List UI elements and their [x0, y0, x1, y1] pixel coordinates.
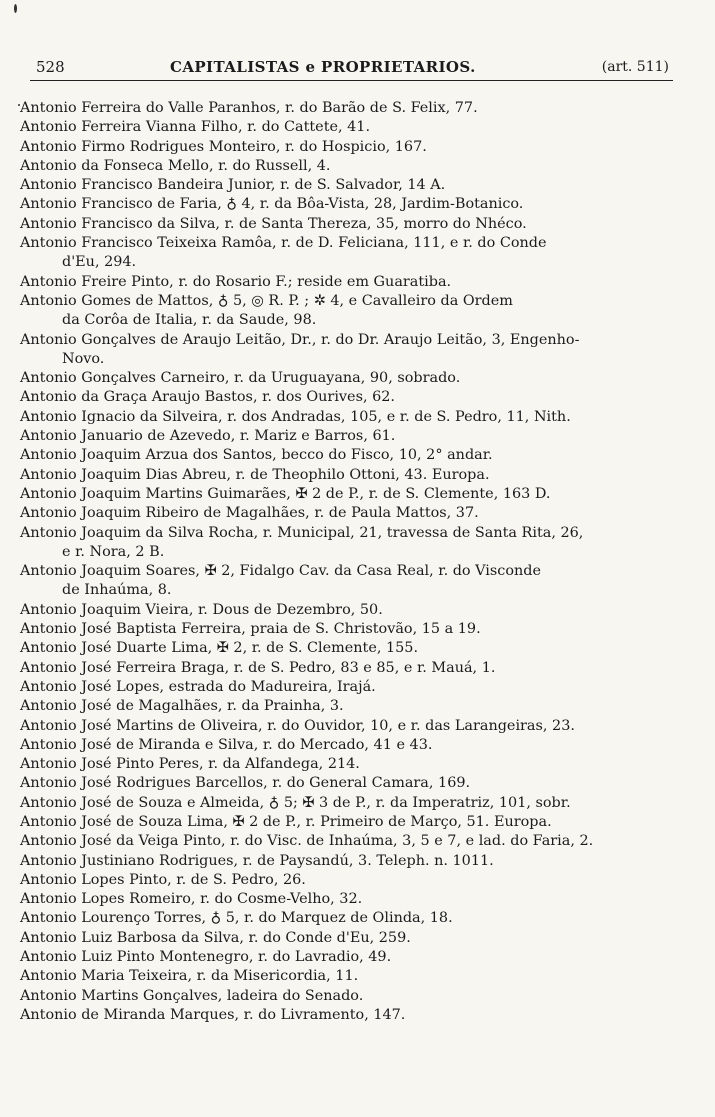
- directory-entry: [20, 601, 670, 620]
- entry-line: Antonio José Baptista Ferreira, praia de S. Christovão, 15 a 19.: [20, 621, 481, 638]
- directory-entry: [20, 987, 670, 1006]
- entry-line: Antonio Joaquim da Silva Rocha, r. Municipal, 21, travessa de Santa Rita, 26,: [20, 524, 584, 541]
- entry-line: Antonio Lopes Pinto, r. de S. Pedro, 26.: [20, 871, 306, 888]
- entry-line: Antonio Lopes Romeiro, r. do Cosme-Velho, 32.: [20, 891, 363, 908]
- directory-entry: [20, 871, 670, 890]
- page-number: 528: [36, 58, 65, 76]
- section-reference: (art. 511): [601, 59, 669, 75]
- directory-entry: [20, 408, 670, 427]
- entry-line: Antonio José de Souza e Almeida, ♁ 5; ✠ 3 de P., r. da Imperatriz, 101, sobr.: [20, 794, 571, 811]
- entry-line: Antonio José Rodrigues Barcellos, r. do General Camara, 169.: [20, 775, 471, 792]
- entry-line: Antonio Joaquim Dias Abreu, r. de Theophilo Ottoni, 43. Europa.: [20, 466, 490, 483]
- entry-continuation-line: e r. Nora, 2 B.: [62, 543, 165, 560]
- entry-line: Antonio de Miranda Marques, r. do Livramento, 147.: [20, 1006, 406, 1023]
- entry-line: Antonio Francisco Bandeira Junior, r. de S. Salvador, 14 A.: [20, 177, 446, 194]
- directory-entry: [20, 639, 670, 658]
- entry-continuation-line: de Inhaúma, 8.: [62, 582, 172, 599]
- entry-line: Antonio Joaquim Vieira, r. Dous de Dezembro, 50.: [20, 601, 383, 618]
- directory-entry: [20, 138, 670, 157]
- ink-speck: [18, 104, 20, 106]
- directory-entry: [20, 852, 670, 871]
- directory-entry: [20, 331, 670, 370]
- entry-line: Antonio Joaquim Martins Guimarães, ✠ 2 de P., r. de S. Clemente, 163 D.: [20, 485, 551, 502]
- directory-entry: [20, 388, 670, 407]
- entry-line: Antonio Gonçalves Carneiro, r. da Uruguayana, 90, sobrado.: [20, 370, 461, 387]
- directory-entry: [20, 794, 670, 813]
- directory-entry: [20, 176, 670, 195]
- page-title: CAPITALISTAS e PROPRIETARIOS.: [170, 58, 476, 76]
- directory-entry: [20, 504, 670, 523]
- directory-entry: [20, 717, 670, 736]
- entry-line: Antonio Ferreira Vianna Filho, r. do Cattete, 41.: [20, 119, 371, 136]
- entry-line: Antonio José Duarte Lima, ✠ 2, r. de S. Clemente, 155.: [20, 640, 419, 657]
- directory-entry: [20, 890, 670, 909]
- entry-line: Antonio José Pinto Peres, r. da Alfandega, 214.: [20, 756, 360, 773]
- directory-entry: [20, 736, 670, 755]
- ink-speck: [14, 4, 17, 13]
- entry-line: Antonio Francisco de Faria, ♁ 4, r. da Bôa-Vista, 28, Jardim-Botanico.: [20, 196, 524, 213]
- directory-entry: [20, 466, 670, 485]
- directory-entry: [20, 755, 670, 774]
- directory-entry: [20, 832, 670, 851]
- entry-line: Antonio José de Magalhães, r. da Prainha, 3.: [20, 698, 344, 715]
- directory-entry: [20, 659, 670, 678]
- directory-entry: [20, 1006, 670, 1025]
- directory-entry: [20, 292, 670, 331]
- directory-entry: [20, 929, 670, 948]
- directory-entry: [20, 369, 670, 388]
- entry-line: Antonio Luiz Pinto Montenegro, r. do Lavradio, 49.: [20, 949, 392, 966]
- entry-line: Antonio Justiniano Rodrigues, r. de Paysandú, 3. Teleph. n. 1011.: [20, 852, 494, 869]
- directory-entry: [20, 813, 670, 832]
- entry-line: Antonio José de Miranda e Silva, r. do Mercado, 41 e 43.: [20, 736, 433, 753]
- directory-entry: [20, 620, 670, 639]
- directory-entry: [20, 195, 670, 214]
- entry-line: Antonio Francisco da Silva, r. de Santa Thereza, 35, morro do Nhéco.: [20, 215, 527, 232]
- page-header: [30, 56, 673, 81]
- entry-line: Antonio Firmo Rodrigues Monteiro, r. do Hospicio, 167.: [20, 138, 427, 155]
- directory-entry: [20, 99, 670, 118]
- entry-continuation-line: d'Eu, 294.: [62, 254, 137, 271]
- directory-entry: [20, 678, 670, 697]
- entry-line: Antonio Lourenço Torres, ♁ 5, r. do Marquez de Olinda, 18.: [20, 910, 453, 927]
- directory-entry: [20, 215, 670, 234]
- entry-line: Antonio Joaquim Soares, ✠ 2, Fidalgo Cav. da Casa Real, r. do Visconde: [20, 563, 542, 580]
- entry-line: Antonio Martins Gonçalves, ladeira do Senado.: [20, 987, 364, 1004]
- directory-entry: [20, 948, 670, 967]
- entry-line: Antonio da Fonseca Mello, r. do Russell, 4.: [20, 157, 331, 174]
- directory-entry: [20, 697, 670, 716]
- entry-line: Antonio José Lopes, estrada do Madureira, Irajá.: [20, 678, 376, 695]
- directory-entry: [20, 562, 670, 601]
- directory-entry: [20, 485, 670, 504]
- directory-entry: [20, 427, 670, 446]
- entry-line: Antonio Gonçalves de Araujo Leitão, Dr., r. do Dr. Araujo Leitão, 3, Engenho-: [20, 331, 580, 348]
- entry-line: Antonio Joaquim Ribeiro de Magalhães, r. de Paula Mattos, 37.: [20, 505, 479, 522]
- entry-line: Antonio Ignacio da Silveira, r. dos Andradas, 105, e r. de S. Pedro, 11, Nith.: [20, 408, 571, 425]
- directory-entry: [20, 524, 670, 563]
- entry-line: Antonio José da Veiga Pinto, r. do Visc. de Inhaúma, 3, 5 e 7, e lad. do Faria, 2.: [20, 833, 594, 850]
- directory-entry: [20, 118, 670, 137]
- entry-line: Antonio Gomes de Mattos, ♁ 5, ◎ R. P. ; ✲ 4, e Cavalleiro da Ordem: [20, 292, 513, 309]
- entry-line: Antonio Maria Teixeira, r. da Misericordia, 11.: [20, 968, 359, 985]
- directory-entry: [20, 446, 670, 465]
- directory-entry: [20, 234, 670, 273]
- entry-line: Antonio Ferreira do Valle Paranhos, r. do Barão de S. Felix, 77.: [20, 100, 478, 116]
- directory-entry: [20, 273, 670, 292]
- entry-line: Antonio da Graça Araujo Bastos, r. dos Ourives, 62.: [20, 389, 395, 406]
- entry-line: Antonio Francisco Teixeixa Ramôa, r. de D. Feliciana, 111, e r. do Conde: [20, 235, 547, 252]
- entry-line: Antonio Freire Pinto, r. do Rosario F.; reside em Guaratiba.: [20, 273, 452, 290]
- entry-line: Antonio Januario de Azevedo, r. Mariz e Barros, 61.: [20, 428, 396, 445]
- entry-line: Antonio José Ferreira Braga, r. de S. Pedro, 83 e 85, e r. Mauá, 1.: [20, 659, 496, 676]
- directory-entry: [20, 967, 670, 986]
- entry-line: Antonio José de Souza Lima, ✠ 2 de P., r. Primeiro de Março, 51. Europa.: [20, 813, 552, 830]
- entry-line: Antonio José Martins de Oliveira, r. do Ouvidor, 10, e r. das Larangeiras, 23.: [20, 717, 575, 734]
- entry-line: Antonio Joaquim Arzua dos Santos, becco do Fisco, 10, 2° andar.: [20, 447, 493, 464]
- directory-entry: [20, 774, 670, 793]
- entry-continuation-line: da Corôa de Italia, r. da Saude, 98.: [62, 312, 317, 329]
- directory-entry: [20, 909, 670, 928]
- entry-continuation-line: Novo.: [62, 350, 105, 367]
- directory-list: [20, 99, 670, 1025]
- directory-entry: [20, 157, 670, 176]
- entry-line: Antonio Luiz Barbosa da Silva, r. do Conde d'Eu, 259.: [20, 929, 411, 946]
